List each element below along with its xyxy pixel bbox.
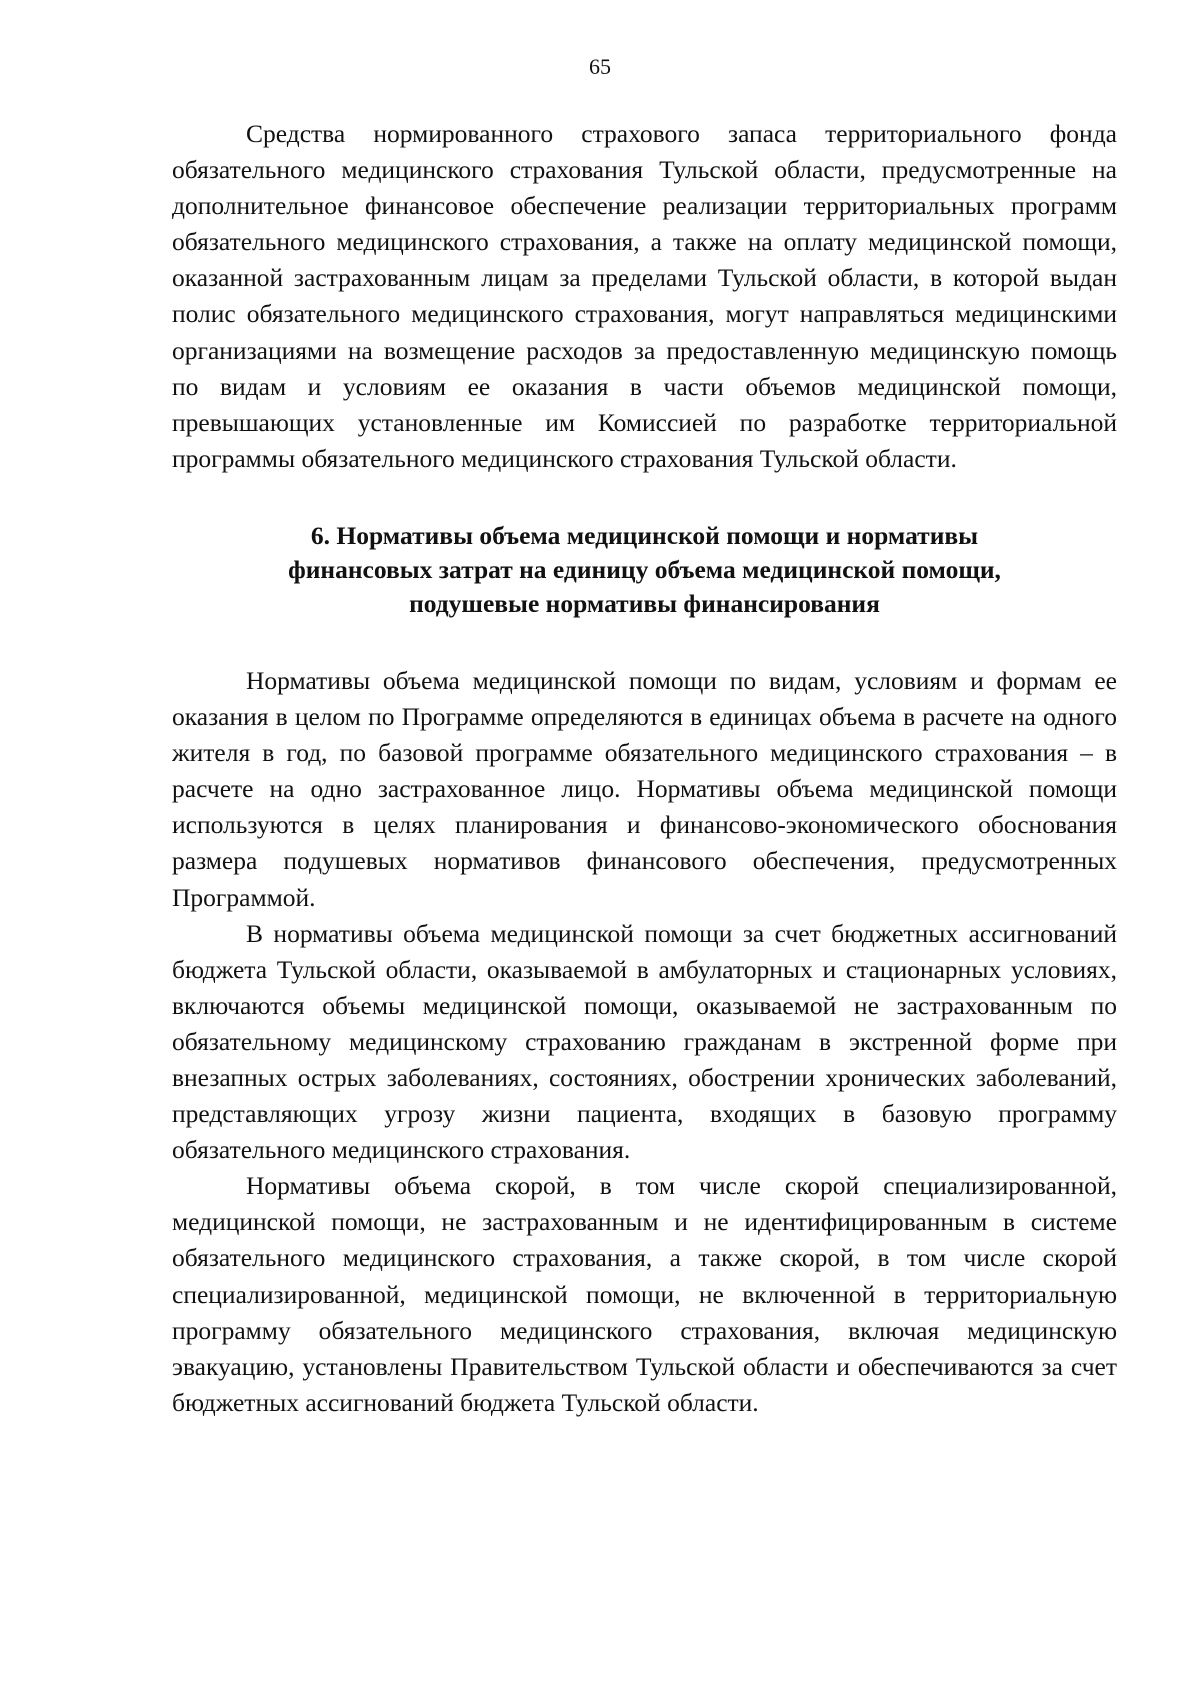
paragraph-budget-allocations: В нормативы объема медицинской помощи за счет бюджетных ассигнований бюджета Тульской области, оказываемой в амбулаторных и стационарных условиях, включаются объемы медицинской помощи, оказываемой не застрахованным по обязательному медицинскому страхованию гражданам в экстренной форме при внезапных острых заболеваниях, состояниях, обострении хронических заболеваний, представляющих угрозу жизни пациента, входящих в базовую программу обязательного медицинского страхования.: [172, 918, 1117, 1165]
paragraph-volume-norms: Нормативы объема медицинской помощи по видам, условиям и формам ее оказания в целом по Программе определяются в единицах объема в расчете на одного жителя в год, по базовой программе обязательного медицинского страхования – в расчете на одно застрахованное лицо. Нормативы объема медицинской помощи используются в целях планирования и финансово-экономического обоснования размера подушевых нормативов финансового обеспечения, предусмотренных Программой.: [172, 665, 1117, 912]
section-heading-line-3: подушевые нормативы финансирования: [409, 588, 880, 618]
section-heading-line-1: 6. Нормативы объема медицинской помощи и нормативы: [310, 520, 979, 550]
section-heading-line-2: финансовых затрат на единицу объема медицинской помощи,: [288, 554, 1001, 584]
page-number: 65: [589, 54, 611, 79]
paragraph-insurance-reserve: Средства нормированного страхового запаса территориального фонда обязательного медицинского страхования Тульской области, предусмотренные на дополнительное финансовое обеспечение реализации территориальных программ обязательного медицинского страхования, а также на оплату медицинской помощи, оказанной застрахованным лицам за пределами Тульской области, в которой выдан полис обязательного медицинского страхования, могут направляться медицинскими организациями на возмещение расходов за предоставленную медицинскую помощь по видам и условиям ее оказания в части объемов медицинской помощи, превышающих установленные им Комиссией по разработке территориальной программы обязательного медицинского страхования Тульской области.: [172, 119, 1117, 473]
paragraph-emergency-care: Нормативы объема скорой, в том числе скорой специализированной, медицинской помощи, не застрахованным и не идентифицированным в системе обязательного медицинского страхования, а также скорой, в том числе скорой специализированной, медицинской помощи, не включенной в территориальную программу обязательного медицинского страхования, включая медицинскую эвакуацию, установлены Правительством Тульской области и обеспечиваются за счет бюджетных ассигнований бюджета Тульской области.: [172, 1171, 1117, 1417]
document-body: [172, 116, 1117, 1421]
section-heading: [172, 519, 1117, 621]
